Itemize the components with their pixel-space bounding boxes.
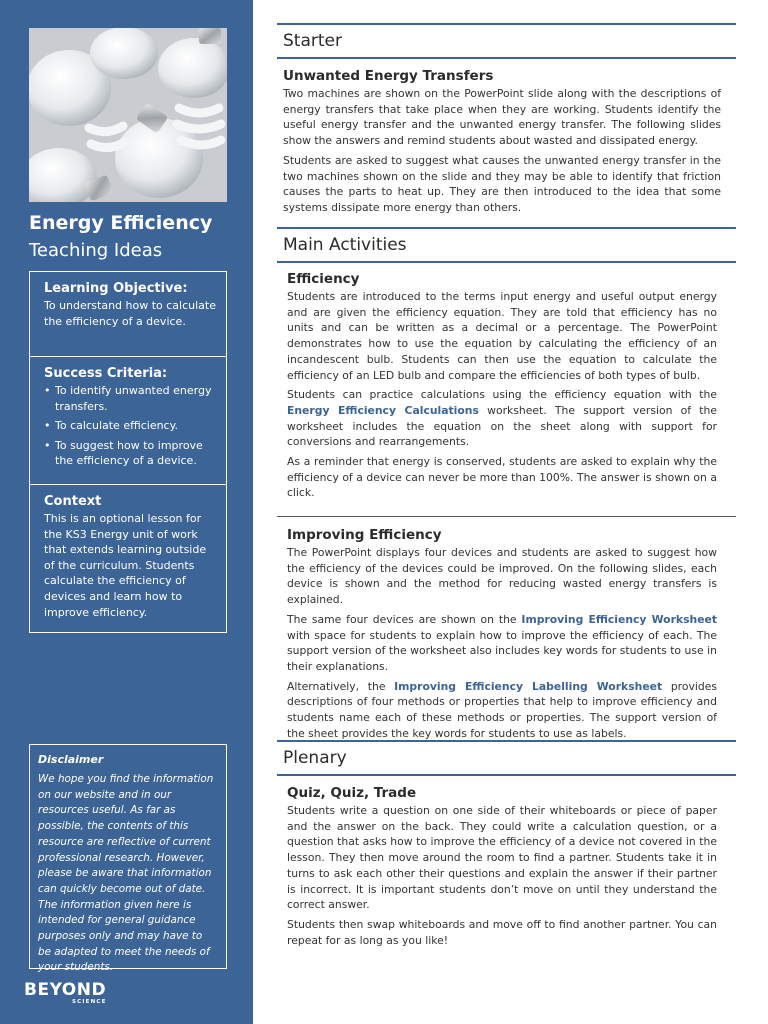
labelling-worksheet-link[interactable]: Improving Efficiency Labelling Worksheet (394, 679, 663, 693)
efficiency-paragraph (287, 387, 717, 450)
criteria-item: • To suggest how to improve the efficiency of a device. (44, 438, 217, 469)
learning-objective-box (29, 271, 227, 357)
efficiency-paragraph: As a reminder that energy is conserved, students are asked to explain why the efficiency of a device can never be more than 100%. The answer is shown on a click. (287, 455, 717, 500)
success-criteria-box (29, 356, 227, 485)
paragraph-text: Students can practice calculations using the efficiency equation with the (287, 388, 717, 402)
improving-efficiency-block (287, 527, 717, 745)
section-divider (277, 516, 736, 517)
energy-efficiency-calculations-link[interactable]: Energy Efficiency Calculations (287, 403, 479, 417)
page-subtitle: Teaching Ideas (29, 240, 163, 261)
learning-objective-text: To understand how to calculate the efficiency of a device. (44, 299, 217, 328)
sidebar (0, 0, 253, 1024)
paragraph-text: with space for students to explain how to improve the efficiency of each. The support version of the worksheet also includes key words for students to use in their explanations. (287, 628, 717, 673)
improving-paragraph: The PowerPoint displays four devices and students are asked to suggest how the efficiency of the devices could be improved. On the following slides, each device is shown and the method for reducing wasted energy transfers is explained. (287, 546, 717, 607)
efficiency-block (287, 271, 717, 505)
plenary-block (287, 785, 717, 952)
plenary-heading: Quiz, Quiz, Trade (287, 785, 417, 801)
light-bulbs-photo (29, 28, 227, 202)
improving-efficiency-worksheet-link[interactable]: Improving Efficiency Worksheet (521, 612, 717, 626)
efficiency-paragraph: Students are introduced to the terms input energy and useful output energy and are given the efficiency equation. They are told that efficiency has no units and can be written as a decimal or a percentage. The PowerPoint demonstrates how to use the equation by calculating the efficiency of an incandescent bulb. Students can then use the equation to calculate the efficiency of an LED bulb and compare the efficiencies of both types of bulb. (287, 290, 717, 382)
starter-title: Starter (283, 31, 342, 51)
disclaimer-text: We hope you find the information on our website and in our resources useful. As far as possible, the contents of this resource are reflective of current professional research. However, please be aware that information can quickly become out of date. The information given here is intended for general guidance purposes only and may have to be adapted to meet the needs of your students. (38, 773, 214, 974)
paragraph-text: Alternatively, the (287, 679, 395, 693)
disclaimer-box (29, 744, 227, 974)
success-criteria-list (44, 383, 217, 469)
starter-section-header (277, 23, 736, 59)
starter-heading: Unwanted Energy Transfers (283, 68, 494, 84)
plenary-title: Plenary (283, 748, 347, 768)
disclaimer-heading: Disclaimer (38, 753, 104, 766)
page-title: Energy Efficiency (29, 212, 213, 234)
success-criteria-heading: Success Criteria: (44, 366, 168, 381)
context-box (29, 484, 227, 633)
efficiency-heading: Efficiency (287, 271, 360, 287)
criteria-item: • To calculate efficiency. (44, 418, 217, 434)
starter-paragraph: Two machines are shown on the PowerPoint slide along with the descriptions of energy transfers that take place when they are working. Students identify the useful energy transfer and the unwanted energy transfer. The following slides show the answers and remind students about wasted and dissipated energy. (283, 87, 721, 148)
criteria-item: • To identify unwanted energy transfers. (44, 383, 217, 414)
improving-paragraph (287, 679, 717, 742)
learning-objective-heading: Learning Objective: (44, 281, 188, 296)
beyond-science-logo (24, 980, 107, 1005)
improving-paragraph (287, 612, 717, 675)
plenary-paragraph: Students then swap whiteboards and move off to find another partner. You can repeat for as long as you like! (287, 917, 717, 947)
context-heading: Context (44, 494, 102, 509)
paragraph-text: worksheet. The support version of the worksheet includes the equation on the sheet along with support for conversions and rearrangements. (287, 403, 717, 449)
logo-subtext: SCIENCE (72, 999, 107, 1005)
context-text: This is an optional lesson for the KS3 Energy unit of work that extends learning outside of the curriculum. Students calculate the efficiency of devices and learn how to improve efficiency. (44, 512, 207, 619)
plenary-section-header (277, 740, 736, 776)
paragraph-text: The same four devices are shown on the (287, 612, 522, 626)
paragraph-text: provides descriptions of four methods or properties that help to improve efficiency and students name each of these methods or properties. The support version of the sheet provides the key words for students to use as labels. (287, 679, 717, 740)
starter-block (283, 68, 721, 220)
starter-paragraph: Students are asked to suggest what causes the unwanted energy transfer in the two machines shown on the slide and they may be able to identify that friction causes the parts to heat up. They are then introduced to the idea that some systems dissipate more energy than others. (283, 153, 721, 214)
plenary-paragraph: Students write a question on one side of their whiteboards or piece of paper and the answer on the back. They could write a calculation question, or a question that asks how to improve the efficiency of a device not covered in the lesson. They then move around the room to find a partner. Students take it in turns to ask each other their questions and explain the answer if their partner is incorrect. It is important students don’t move on until they understand the correct answer. (287, 804, 717, 912)
logo-wordmark: BEYOND (24, 980, 107, 1000)
main-activities-section-header (277, 227, 736, 263)
main-activities-title: Main Activities (283, 235, 407, 255)
improving-efficiency-heading: Improving Efficiency (287, 527, 442, 543)
